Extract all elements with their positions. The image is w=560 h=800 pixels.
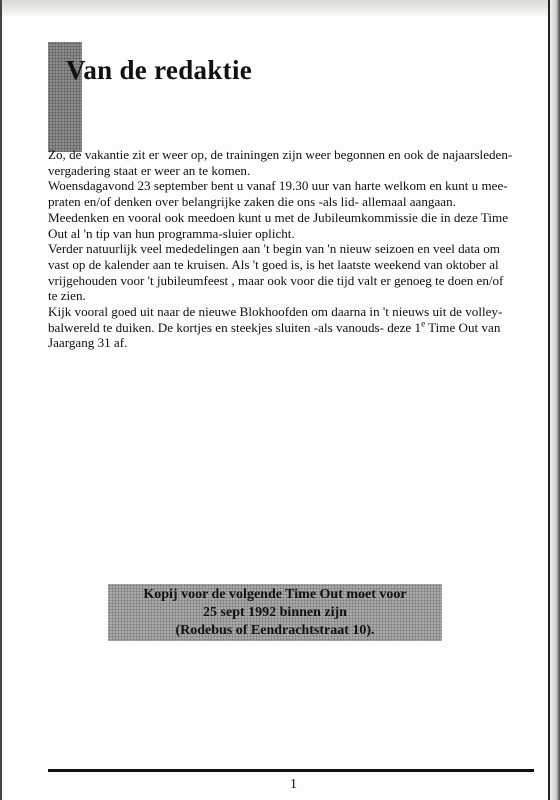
body-line: Kijk vooral goed uit naar de nieuwe Blokhoofden om daarna in 't nieuws uit de volley- (48, 304, 503, 320)
notice-line: Kopij voor de volgende Time Out moet voor (143, 587, 407, 602)
page-number: 1 (290, 777, 297, 792)
body-line: Out al 'n tip van hun programma-sluier oplicht. (48, 225, 295, 241)
body-line: vergadering staat er weer an te komen. (48, 162, 251, 178)
body-line: Meedenken en vooral ook meedoen kunt u met de Jubileumkommissie die in deze Time (48, 209, 509, 225)
notice-line: (Rodebus of Eendrachtstraat 10). (175, 623, 375, 638)
ordinal-superscript: e (421, 318, 426, 329)
footer-rule (48, 769, 534, 772)
body-line-end: Time Out van (425, 319, 501, 335)
body-line: vrijgehouden voor 't jubileumfeest , maar ook voor die tijd valt er genoeg te doen en/of (48, 272, 504, 288)
copy-deadline-notice (108, 584, 442, 641)
page-right-rule (548, 0, 550, 800)
body-line: Verder natuurlijk veel mededelingen aan 't begin van 'n nieuw seizoen en veel data om (48, 241, 500, 257)
body-line: Jaargang 31 af. (48, 335, 128, 351)
body-line: Zo, de vakantie zit er weer op, de trainingen zijn weer begonnen en ook de najaarsleden- (48, 147, 513, 162)
body-line: praten en/of denken over belangrijke zaken die ons -als lid- allemaal aangaan. (48, 194, 456, 210)
article-body (48, 147, 534, 351)
body-line-start: balwereld te duiken. De kortjes en steekjes sluiten -als vanouds- deze 1 (48, 319, 422, 335)
body-line: te zien. (48, 288, 86, 304)
page-title: Van de redaktie (66, 55, 253, 85)
scan-top-edge (0, 0, 560, 16)
body-line: Woensdagavond 23 september bent u vanaf 19.30 uur van harte welkom en kunt u mee- (48, 178, 508, 194)
body-line: vast op de kalender aan te kruisen. Als 't goed is, is het laatste weekend van oktober al (48, 256, 499, 272)
notice-line: 25 sept 1992 binnen zijn (203, 605, 347, 620)
body-line-with-superscript (48, 320, 534, 336)
scan-left-edge (0, 0, 2, 800)
